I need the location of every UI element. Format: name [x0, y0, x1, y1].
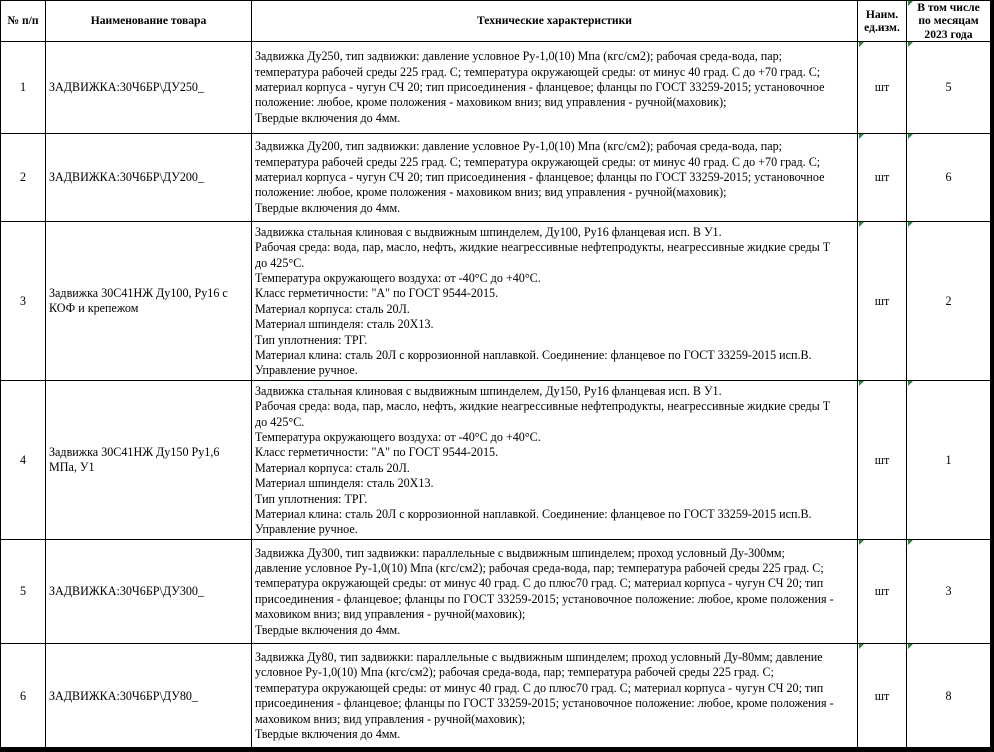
comment-marker-icon	[859, 134, 864, 139]
comment-marker-icon	[859, 381, 864, 386]
spec-line: до 425°С.	[255, 255, 305, 270]
table-row	[1, 644, 991, 747]
spec-line: присоединения - фланцевое; фланцы по ГОСТ 33259-2015; установочное положение: любое, кроме положения -	[255, 696, 834, 711]
quantity-text: 2	[945, 293, 952, 308]
table-row	[1, 222, 991, 381]
spec-line: Класс герметичности: "А" по ГОСТ 9544-2015.	[255, 445, 499, 460]
unit-text: шт	[874, 584, 890, 599]
quantity-cell[interactable]	[907, 134, 991, 222]
comment-marker-icon	[859, 644, 864, 649]
quantity-text: 3	[945, 584, 952, 599]
row-number-cell[interactable]: 2	[1, 134, 46, 222]
spec-line: Твердые включения до 4мм.	[255, 200, 401, 215]
header-qty[interactable]	[907, 1, 991, 42]
spec-line: Материал корпуса: сталь 20Л.	[255, 460, 410, 475]
spec-line: Задвижка Ду200, тип задвижки: давление условное Ру-1,0(10) Мпа (кгс/см2); рабочая среда-вода, пар;	[255, 139, 783, 154]
spec-line: температура рабочей среды 225 град. С; температура окружающей среды: от минус 40 град. С до +70 град. С;	[255, 64, 821, 79]
spec-line: давление условное Ру-1,0(10) Мпа (кгс/см2); рабочая среда-вода, пар; температура рабочей среды 225 град. С;	[255, 560, 824, 575]
specs-cell[interactable]	[252, 134, 858, 222]
spec-line: маховиком вниз; вид управления - ручной(маховик);	[255, 607, 526, 622]
table-row	[1, 540, 991, 644]
specs-cell[interactable]	[252, 540, 858, 644]
header-num[interactable]: № п/п	[1, 1, 46, 42]
comment-marker-icon	[859, 222, 864, 227]
specs-cell[interactable]	[252, 42, 858, 134]
spec-line: Материал шпинделя: сталь 20Х13.	[255, 476, 434, 491]
unit-cell[interactable]	[858, 134, 907, 222]
table-row	[1, 134, 991, 222]
unit-cell[interactable]	[858, 42, 907, 134]
spec-line: Твердые включения до 4мм.	[255, 622, 401, 637]
unit-text: шт	[874, 293, 890, 308]
quantity-cell[interactable]	[907, 540, 991, 644]
quantity-cell[interactable]	[907, 222, 991, 381]
row-number-cell[interactable]: 5	[1, 540, 46, 644]
spec-line: Температура окружающего воздуха: от -40°С до +40°С.	[255, 270, 541, 285]
unit-text: шт	[874, 688, 890, 703]
comment-marker-icon	[908, 381, 913, 386]
spec-line: материал корпуса - чугун СЧ 20; тип присоединения - фланцевое; фланцы по ГОСТ 33259-2015; установочное	[255, 170, 825, 185]
product-name-cell[interactable]: ЗАДВИЖКА:30Ч6БР\ДУ300_	[46, 540, 252, 644]
table-body	[1, 42, 991, 747]
spec-line: положение: любое, кроме положения - маховиком вниз; вид управления - ручной(маховик);	[255, 95, 727, 110]
header-qty-label: В том числе по месяцам 2023 года	[917, 1, 980, 41]
comment-marker-icon	[908, 222, 913, 227]
product-name-cell[interactable]: ЗАДВИЖКА:30Ч6БР\ДУ250_	[46, 42, 252, 134]
product-name-cell[interactable]: Задвижка 30С41НЖ Ду100, Ру16 с КОФ и крепежом	[46, 222, 252, 381]
spec-line: Твердые включения до 4мм.	[255, 110, 401, 125]
row-number-cell[interactable]: 6	[1, 644, 46, 747]
unit-cell[interactable]	[858, 222, 907, 381]
quantity-cell[interactable]	[907, 644, 991, 747]
specs-cell[interactable]	[252, 644, 858, 747]
spec-line: до 425°С.	[255, 414, 305, 429]
quantity-text: 8	[945, 688, 952, 703]
spec-line: материал корпуса - чугун СЧ 20; тип присоединения - фланцевое; фланцы по ГОСТ 33259-2015; установочное	[255, 80, 825, 95]
product-name-cell[interactable]: ЗАДВИЖКА:30Ч6БР\ДУ80_	[46, 644, 252, 747]
product-name-cell[interactable]: Задвижка 30С41НЖ Ду150 Ру1,6 МПа, У1	[46, 381, 252, 540]
unit-cell[interactable]	[858, 381, 907, 540]
header-row	[1, 1, 991, 42]
spec-line: Класс герметичности: "А" по ГОСТ 9544-2015.	[255, 286, 499, 301]
product-name-cell[interactable]: ЗАДВИЖКА:30Ч6БР\ДУ200_	[46, 134, 252, 222]
spec-line: температура рабочей среды 225 град. С; температура окружающей среды: от минус 40 град. С до +70 град. С;	[255, 154, 821, 169]
spec-line: Материал шпинделя: сталь 20Х13.	[255, 317, 434, 332]
quantity-text: 5	[945, 80, 952, 95]
spec-line: Задвижка стальная клиновая с выдвижным шпинделем, Ду100, Ру16 фланцевая исп. В У1.	[255, 224, 722, 239]
spec-line: условное Ру-1,0(10) Мпа (кгс/см2); рабочая среда-вода, пар; температура рабочей среды 225 град. С;	[255, 665, 774, 680]
comment-marker-icon	[908, 644, 913, 649]
comment-marker-icon	[908, 540, 913, 545]
unit-text: шт	[874, 80, 890, 95]
table-row	[1, 42, 991, 134]
comment-marker-icon	[859, 540, 864, 545]
spec-line: Задвижка Ду300, тип задвижки: параллельные с выдвижным шпинделем; проход условный Ду-300мм;	[255, 545, 785, 560]
quantity-text: 6	[945, 170, 952, 185]
spec-line: положение: любое, кроме положения - маховиком вниз; вид управления - ручной(маховик);	[255, 185, 727, 200]
spec-line: Управление ручное.	[255, 363, 358, 378]
quantity-cell[interactable]	[907, 381, 991, 540]
row-number-cell[interactable]: 1	[1, 42, 46, 134]
spec-line: Тип уплотнения: ТРГ.	[255, 491, 368, 506]
spec-line: присоединения - фланцевое; фланцы по ГОСТ 33259-2015; установочное положение: любое, кроме положения -	[255, 591, 834, 606]
unit-cell[interactable]	[858, 540, 907, 644]
quantity-text: 1	[945, 452, 952, 467]
table-row	[1, 381, 991, 540]
spec-line: Тип уплотнения: ТРГ.	[255, 332, 368, 347]
specs-cell[interactable]	[252, 381, 858, 540]
unit-cell[interactable]	[858, 644, 907, 747]
comment-marker-icon	[859, 42, 864, 47]
row-number-cell[interactable]: 3	[1, 222, 46, 381]
spec-line: Материал клина: сталь 20Л с коррозионной наплавкой. Соединение: фланцевое по ГОСТ 33259-2015 исп.В.	[255, 347, 812, 362]
spec-line: Задвижка стальная клиновая с выдвижным шпинделем, Ду150, Ру16 фланцевая исп. В У1.	[255, 383, 722, 398]
comment-marker-icon	[908, 42, 913, 47]
spec-line: Управление ручное.	[255, 522, 358, 537]
specs-cell[interactable]	[252, 222, 858, 381]
spec-line: Материал корпуса: сталь 20Л.	[255, 301, 410, 316]
quantity-cell[interactable]	[907, 42, 991, 134]
spec-line: Задвижка Ду80, тип задвижки: параллельные с выдвижным шпинделем; проход условный Ду-80мм; давление	[255, 650, 823, 664]
spec-line: температура окружающей среды: от минус 40 град. С до плюс70 град. С; материал корпуса - чугун СЧ 20; тип	[255, 680, 824, 695]
spec-line: температура окружающей среды: от минус 40 град. С до плюс70 град. С; материал корпуса - чугун СЧ 20; тип	[255, 576, 824, 591]
spec-line: Твердые включения до 4мм.	[255, 727, 401, 742]
comment-marker-icon	[908, 1, 913, 6]
spec-line: Материал клина: сталь 20Л с коррозионной наплавкой. Соединение: фланцевое по ГОСТ 33259-2015 исп.В.	[255, 506, 812, 521]
spec-line: Рабочая среда: вода, пар, масло, нефть, жидкие неагрессивные нефтепродукты, неагрессивные жидкие среды Т	[255, 399, 831, 414]
spec-line: Рабочая среда: вода, пар, масло, нефть, жидкие неагрессивные нефтепродукты, неагрессивные жидкие среды Т	[255, 240, 831, 255]
comment-marker-icon	[908, 134, 913, 139]
header-specs[interactable]: Технические характеристики	[252, 1, 858, 42]
header-unit[interactable]: Наим. ед.изм.	[858, 1, 907, 42]
header-name[interactable]: Наименование товара	[46, 1, 252, 42]
unit-text: шт	[874, 452, 890, 467]
spec-line: Задвижка Ду250, тип задвижки: давление условное Ру-1,0(10) Мпа (кгс/см2); рабочая среда-вода, пар;	[255, 49, 783, 64]
row-number-cell[interactable]: 4	[1, 381, 46, 540]
spec-line: Температура окружающего воздуха: от -40°С до +40°С.	[255, 429, 541, 444]
spec-line: маховиком вниз; вид управления - ручной(маховик);	[255, 711, 526, 726]
unit-text: шт	[874, 170, 890, 185]
